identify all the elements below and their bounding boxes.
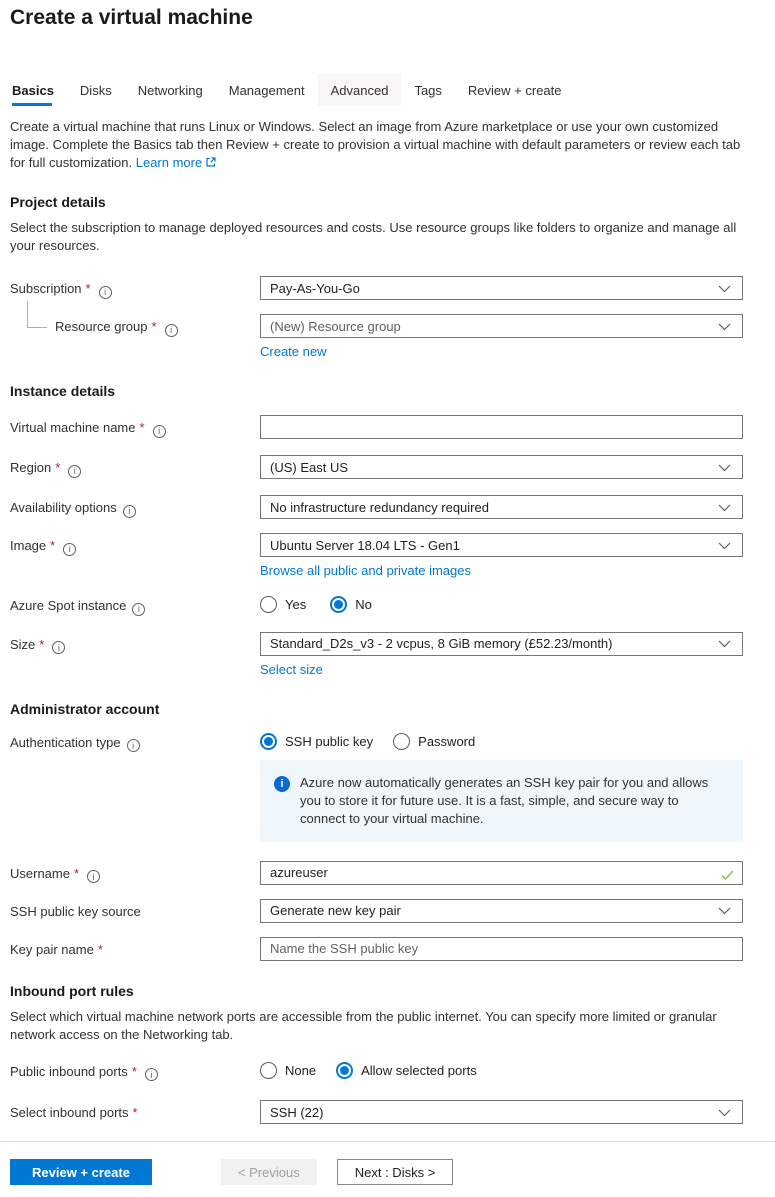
required-asterisk: * (139, 420, 145, 435)
external-link-icon (202, 155, 217, 170)
select-inbound-ports-label: Select inbound ports * (10, 1105, 138, 1120)
required-asterisk: * (97, 941, 103, 957)
chevron-down-icon (718, 281, 731, 296)
azure-spot-radio-group (260, 593, 743, 613)
previous-button[interactable]: < Previous (221, 1159, 317, 1185)
image-label: Image * i (10, 533, 260, 556)
vm-name-label: Virtual machine name * i (10, 415, 260, 438)
browse-images-link[interactable]: Browse all public and private images (260, 563, 471, 578)
authentication-type-radio-group (260, 730, 743, 750)
checkmark-icon (721, 868, 734, 886)
availability-options-label: Availability options i (10, 495, 260, 518)
footer-divider (0, 1141, 775, 1142)
chevron-down-icon (718, 538, 731, 553)
page-title: Create a virtual machine (10, 6, 253, 29)
info-icon[interactable]: i (52, 641, 65, 654)
radio-selected-icon (260, 733, 277, 750)
availability-options-dropdown[interactable]: No infrastructure redundancy required (260, 495, 743, 519)
select-size-link[interactable]: Select size (260, 661, 323, 677)
region-dropdown[interactable]: (US) East US (260, 455, 743, 479)
resource-group-dropdown[interactable]: (New) Resource group (260, 314, 743, 338)
subscription-dropdown[interactable]: Pay-As-You-Go (260, 276, 743, 300)
tab-basics[interactable]: Basics (10, 74, 67, 106)
radio-unselected-icon (260, 596, 277, 613)
public-inbound-ports-label: Public inbound ports * i (10, 1059, 260, 1082)
info-icon[interactable]: i (127, 739, 140, 752)
ssh-key-source-dropdown[interactable]: Generate new key pair (260, 899, 743, 923)
size-row (10, 632, 755, 679)
radio-unselected-icon (393, 733, 410, 750)
resource-group-row (10, 314, 755, 361)
section-heading-instance-details: Instance details (10, 383, 116, 399)
chevron-down-icon (718, 500, 731, 515)
vm-name-input[interactable] (260, 415, 743, 439)
required-asterisk: * (50, 538, 56, 553)
required-asterisk: * (132, 1105, 138, 1120)
chevron-down-icon (718, 1105, 731, 1120)
key-pair-name-input[interactable] (260, 937, 743, 961)
intro-text: Create a virtual machine that runs Linux or Windows. Select an image from Azure marketplace or use your own customized image. Complete the Basics tab then Review + create to provision a virtual machine with default parameters or review each tab for full customization. (10, 119, 741, 170)
subscription-label: Subscription * i (10, 276, 260, 299)
required-asterisk: * (151, 319, 157, 334)
ssh-key-source-label: SSH public key source (10, 903, 141, 919)
create-new-link[interactable]: Create new (260, 344, 327, 359)
azure-spot-radio-no[interactable]: No (330, 596, 372, 613)
info-icon[interactable]: i (145, 1068, 158, 1081)
tab-review-create[interactable]: Review + create (467, 83, 562, 98)
tab-management[interactable]: Management (228, 83, 305, 98)
inbound-port-rules-description: Select which virtual machine network ports are accessible from the public internet. You can specify more limited or granular network access on the Networking tab. (10, 1008, 717, 1042)
key-pair-name-label: Key pair name * (10, 941, 103, 957)
azure-spot-row (10, 593, 755, 616)
radio-selected-icon (330, 596, 347, 613)
chevron-down-icon (718, 636, 731, 651)
inbound-radio-none[interactable]: None (260, 1062, 316, 1079)
select-inbound-ports-dropdown[interactable]: SSH (22) (260, 1100, 743, 1124)
azure-spot-radio-yes[interactable]: Yes (260, 596, 306, 613)
image-dropdown[interactable]: Ubuntu Server 18.04 LTS - Gen1 (260, 533, 743, 557)
radio-unselected-icon (260, 1062, 277, 1079)
chevron-down-icon (718, 460, 731, 475)
vm-name-row (10, 415, 755, 439)
required-asterisk: * (131, 1063, 137, 1079)
size-label: Size * i (10, 632, 260, 655)
chevron-down-icon (718, 319, 731, 334)
ssh-key-info-text: Azure now automatically generates an SSH key pair for you and allows you to store it for future use. It is a fast, simple, and secure way to connect to your virtual machine. (300, 774, 709, 826)
learn-more-link[interactable]: Learn more (136, 155, 217, 170)
public-inbound-ports-radio-group (260, 1059, 743, 1079)
region-row (10, 455, 755, 479)
section-heading-administrator-account: Administrator account (10, 700, 160, 717)
size-dropdown[interactable]: Standard_D2s_v3 - 2 vcpus, 8 GiB memory (£52.23/month) (260, 632, 743, 656)
info-icon[interactable]: i (123, 505, 136, 518)
review-create-button[interactable]: Review + create (10, 1159, 152, 1185)
ssh-key-source-row (10, 899, 755, 923)
auth-radio-password[interactable]: Password (393, 733, 475, 750)
required-asterisk: * (73, 865, 80, 881)
tab-bar (10, 74, 755, 106)
select-inbound-ports-row (10, 1100, 755, 1124)
hierarchy-connector-line (27, 301, 47, 328)
project-details-description: Select the subscription to manage deployed resources and costs. Use resource groups like folders to organize and manage all your resources. (10, 220, 737, 253)
chevron-down-icon (718, 903, 731, 918)
inbound-radio-allow-selected[interactable]: Allow selected ports (336, 1062, 477, 1079)
info-icon[interactable]: i (63, 543, 76, 556)
username-row (10, 861, 755, 885)
info-icon[interactable]: i (153, 425, 166, 438)
authentication-type-row (10, 730, 755, 842)
region-label: Region * i (10, 455, 260, 478)
info-icon[interactable]: i (165, 324, 178, 337)
azure-spot-label: Azure Spot instance i (10, 593, 260, 616)
resource-group-label: Resource group * i (10, 314, 260, 337)
required-asterisk: * (39, 636, 45, 652)
tab-networking[interactable]: Networking (137, 83, 203, 98)
ssh-key-info-box (260, 760, 743, 842)
section-heading-project-details: Project details (10, 194, 106, 210)
info-filled-icon: i (274, 776, 290, 792)
username-label: Username * i (10, 861, 260, 884)
info-icon[interactable]: i (87, 870, 100, 883)
footer-button-bar (10, 1159, 755, 1185)
intro-paragraph (10, 118, 755, 172)
username-input[interactable] (260, 861, 743, 885)
info-icon[interactable]: i (99, 286, 112, 299)
required-asterisk: * (85, 281, 91, 296)
radio-selected-icon (336, 1062, 353, 1079)
auth-radio-ssh-public-key[interactable]: SSH public key (260, 733, 373, 750)
required-asterisk: * (55, 460, 61, 475)
tab-disks[interactable]: Disks (79, 83, 112, 98)
info-icon[interactable]: i (68, 465, 81, 478)
availability-options-row (10, 495, 755, 519)
subscription-row (10, 276, 755, 300)
image-row (10, 533, 755, 580)
section-heading-inbound-port-rules: Inbound port rules (10, 982, 134, 999)
authentication-type-label: Authentication type i (10, 730, 260, 753)
tab-advanced[interactable]: Advanced (318, 74, 402, 106)
info-icon[interactable]: i (132, 603, 145, 616)
next-disks-button[interactable]: Next : Disks > (337, 1159, 454, 1185)
key-pair-name-row (10, 937, 755, 961)
tab-tags[interactable]: Tags (414, 83, 442, 98)
public-inbound-ports-row (10, 1059, 755, 1082)
